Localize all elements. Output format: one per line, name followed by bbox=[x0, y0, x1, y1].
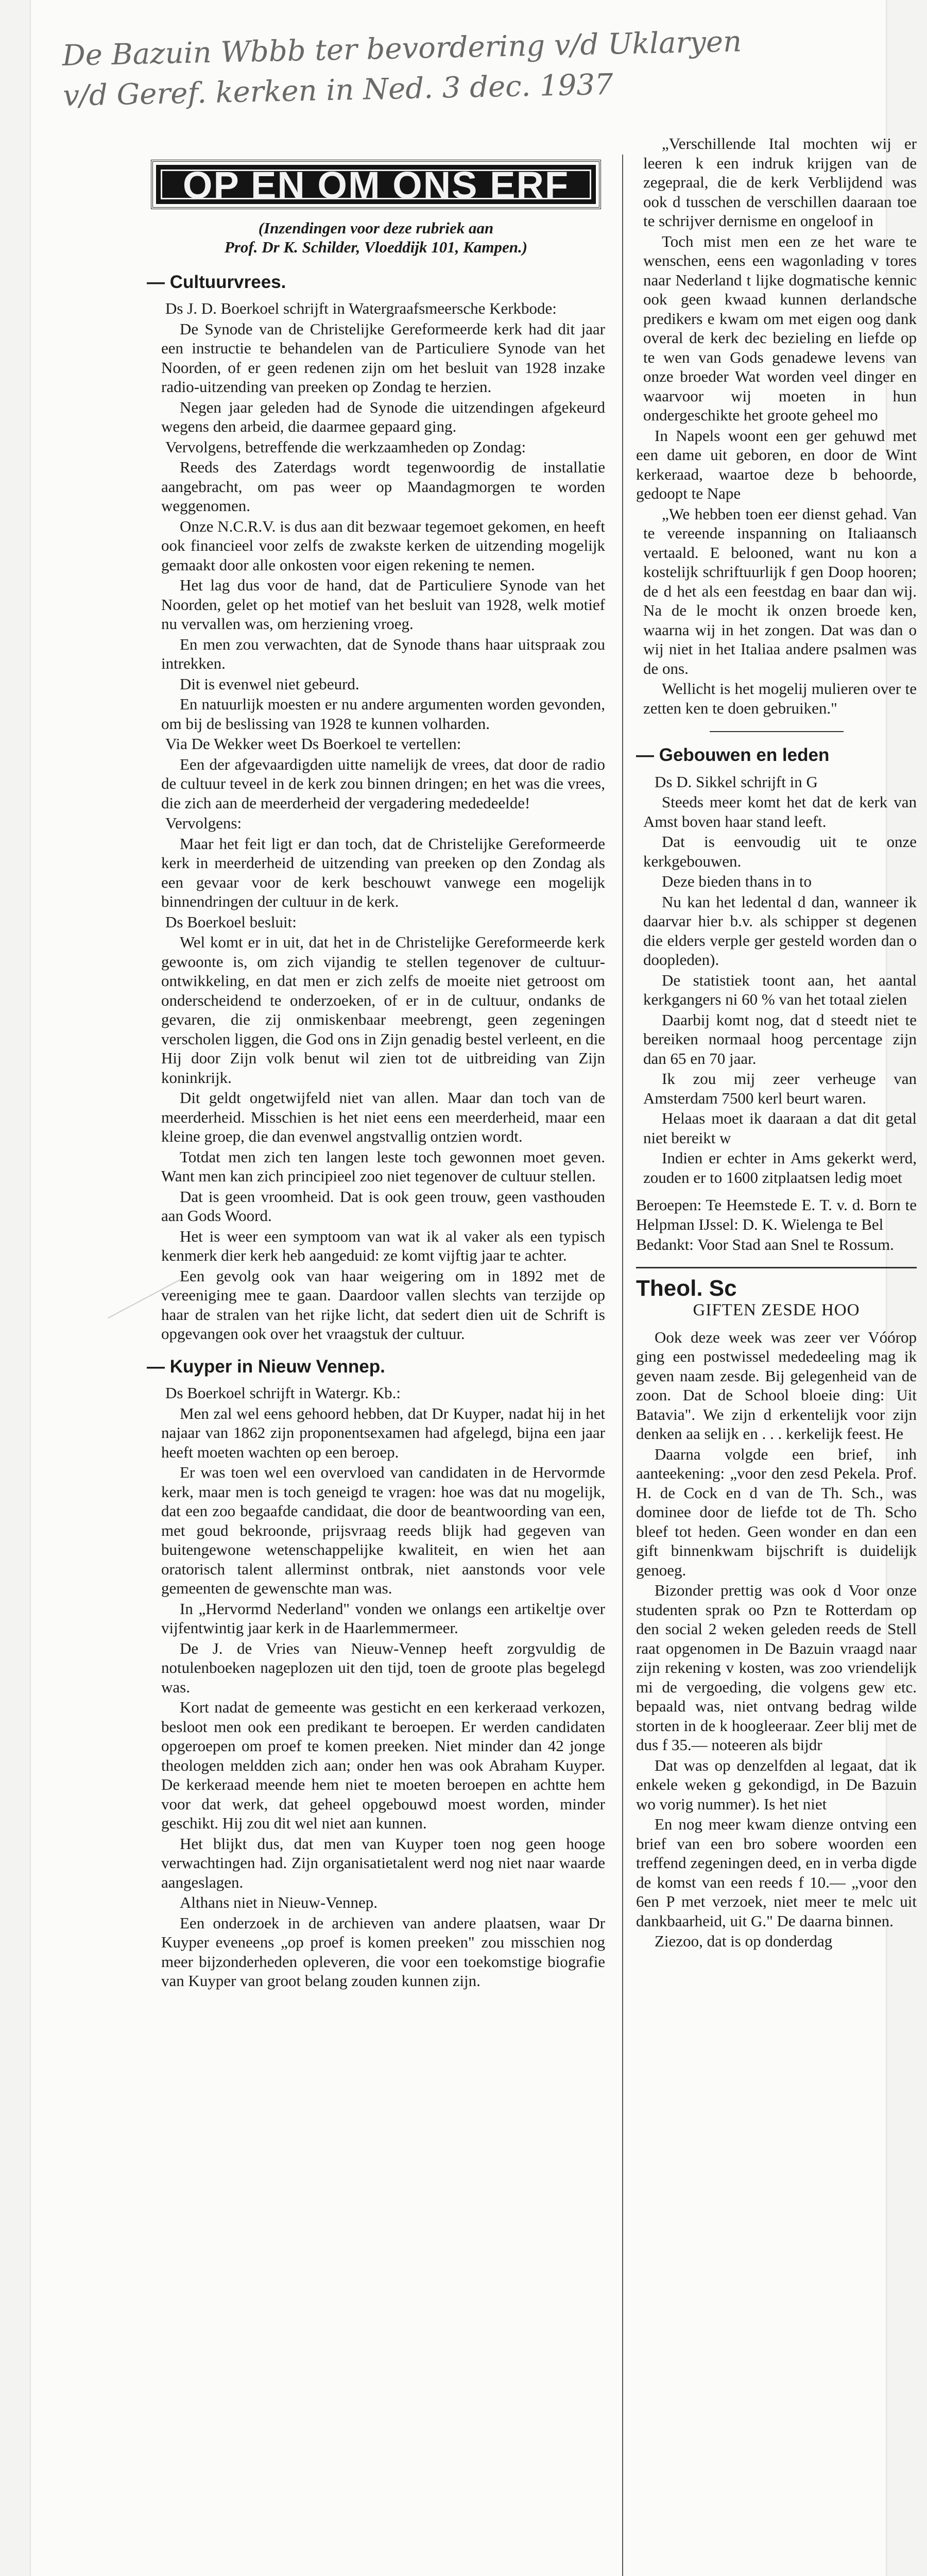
quote-block bbox=[147, 933, 605, 1344]
paragraph: Vervolgens, betreffende die werkzaamheden op Zondag: bbox=[165, 437, 526, 456]
appointments-declined: Bedankt: Voor Stad aan Snel te Rossum. bbox=[636, 1235, 894, 1253]
quote-paragraph: Totdat men zich ten langen leste toch gewonnen moet geven. Want men kan zich principieel zoo niet tegenover de cultuur stellen. bbox=[161, 1147, 605, 1185]
newspaper-clipping bbox=[31, 0, 917, 2576]
quote-paragraph: Deze bieden thans in to bbox=[662, 872, 812, 890]
paragraph: Ook deze week was zeer ver Vóórop ging een postwissel mededeeling mag ik geven naam zesde. Bij gelegenheid van de zoon. Dat de School bloeie ding: Uit Batavia". We zijn d erkentelijk voor zijn denken aa selijk en . . . kerkelijk feest. He bbox=[636, 1328, 917, 1443]
paragraph: Dat was op denzelfden al legaat, dat ik enkele weken g gekondigd, in De Bazuin wo vorig nummer). Is het niet bbox=[636, 1756, 917, 1813]
paragraph: Via De Wekker weet Ds Boerkoel te vertellen: bbox=[165, 735, 461, 753]
quote-paragraph: De Synode van de Christelijke Gereformeerde kerk had dit jaar een instructie te behandelen van de Particuliere Synode van het Noorden, of er geen redenen zijn om het besluit van 1928 inzake radio-uitzending van preeken op Zondag te herzien. bbox=[161, 319, 605, 396]
quote-paragraph: Althans niet in Nieuw-Vennep. bbox=[180, 1893, 377, 1911]
quote-paragraph: En natuurlijk moesten er nu andere argumenten worden gevonden, om bij de beslissing van 1928 te kunnen volharden. bbox=[161, 695, 605, 733]
quote-paragraph: Steeds meer komt het dat de kerk van Amst boven haar stand leeft. bbox=[643, 793, 917, 831]
rubric-intro-line-2: Prof. Dr K. Schilder, Vloeddijk 101, Kampen.) bbox=[224, 238, 528, 256]
right-column bbox=[636, 134, 917, 2576]
paragraph: Ds D. Sikkel schrijft in G bbox=[655, 772, 818, 791]
quote-paragraph: Dit is evenwel niet gebeurd. bbox=[180, 674, 359, 693]
quote-block bbox=[636, 792, 917, 1187]
handwritten-annotation bbox=[62, 21, 810, 116]
quote-paragraph: Negen jaar geleden had de Synode die uitzendingen afgekeurd wegens den arbeid, die daarmee gepaard ging. bbox=[161, 398, 605, 435]
separator-rule bbox=[636, 1267, 917, 1268]
quote-paragraph: „We hebben toen eer dienst gehad. Van te vereende inspanning on Italiaansch vertaald. E belooned, want nu kon a kostelijk schriftuurlijk f gen Doop hooren; de d het als een feestdag en baar dan wij. Na de le mocht ik onzen broede ken, waarna wij in het zongen. Dat was dan o wij niet in het Italiaa andere psalmen was de ons. bbox=[643, 504, 917, 677]
rubric-title: OP EN OM ONS ERF bbox=[156, 165, 596, 204]
rubric-masthead bbox=[151, 160, 601, 209]
section-subheading-giften: GIFTEN ZESDE HOO bbox=[693, 1301, 860, 1319]
section-heading-gebouwen: — Gebouwen en leden bbox=[636, 745, 917, 765]
quote-block bbox=[147, 834, 605, 911]
quote-block bbox=[636, 134, 917, 425]
quote-paragraph: „Verschillende Ital mochten wij er leeren k een indruk krijgen van de zegepraal, die de kerk Verblijdend was ook d tusschen de verschillen daaraan toe te schrijver dernisme en ongeloof in bbox=[643, 134, 917, 230]
paragraph: Ds J. D. Boerkoel schrijft in Watergraafsmeersche Kerkbode: bbox=[165, 299, 557, 317]
paragraph: In Napels woont een ger gehuwd met een dame uit geboren, en door de Wint kerkeraad, waartoe deze b behoorde, gedoopt te Nape bbox=[636, 426, 917, 502]
paragraph: Ds Boerkoel schrijft in Watergr. Kb.: bbox=[165, 1384, 401, 1402]
column-divider bbox=[622, 155, 623, 2576]
quote-paragraph: In „Hervormd Nederland" vonden we onlangs een artikeltje over vijfentwintig jaar kerk in de Haarlemmermeer. bbox=[161, 1599, 605, 1637]
quote-paragraph: Kort nadat de gemeente was gesticht en een kerkeraad verkozen, besloot men ook een predikant te beroepen. Er werden candidaten opgeroepen om proef te komen preeken. Niet minder dan 42 jonge theologen meldden zich aan; onder hen was ook Abraham Kuyper. De kerkeraad meende hem niet te moeten beroepen en achtte hem voor dat werk, dat geheel opgebouwd moest worden, minder geschikt. Hij zou dit wel niet aan kunnen. bbox=[161, 1698, 605, 1832]
quote-paragraph: Een onderzoek in de archieven van andere plaatsen, waar Dr Kuyper eveneens „op proef is komen preeken" zou misschien nog meer bijzonderheden opleveren, die voor een toekomstige biografie van Kuyper van groot belang zouden kunnen zijn. bbox=[161, 1913, 605, 1990]
quote-paragraph: Indien er echter in Ams gekerkt werd, zouden er to 1600 zitplaatsen ledig moet bbox=[643, 1149, 917, 1187]
quote-paragraph: De J. de Vries van Nieuw-Vennep heeft zorgvuldig de notulenboeken nageplozen uit den tijd, toen de groote plas begelegd was. bbox=[161, 1639, 605, 1696]
paragraph: En nog meer kwam dienze ontving een brief van een bro sobere woorden een treffend zegeningen deed, en in verba digde de komst van een reeds f 10.— „voor den 6en P met verzoek, niet meer te melc uit dankbaarheid, uit G." De daarna binnen. bbox=[636, 1815, 917, 1930]
quote-paragraph: Dit geldt ongetwijfeld niet van allen. Maar dan toch van de meerderheid. Misschien is het niet eens een meerderheid, maar een kleine groep, die dan evenwel angstvallig ontzien wordt. bbox=[161, 1089, 605, 1145]
quote-block bbox=[147, 457, 605, 733]
quote-paragraph: Een der afgevaardigden uitte namelijk de vrees, dat door de radio de cultuur teveel in de kerk zou binnen dringen; en het was die vrees, die zich aan de meerderheid der vergadering mededeelde! bbox=[161, 755, 605, 812]
left-column bbox=[147, 134, 605, 2576]
quote-paragraph: Een gevolg ook van haar weigering om in 1892 met de vereeniging mee te gaan. Daardoor vallen slechts van terzijde op haar de stralen van het rijke licht, dat sedert dien uit de Schrift is opgevangen ook over het vraagstuk der cultuur. bbox=[161, 1266, 605, 1343]
appointments-called: Beroepen: Te Heemstede E. T. v. d. Born te Helpman IJssel: D. K. Wielenga te Bel bbox=[636, 1196, 917, 1233]
quote-paragraph: De statistiek toont aan, het aantal kerkgangers ni 60 % van het totaal zielen bbox=[643, 971, 917, 1008]
quote-paragraph: Wellicht is het mogelij mulieren over te zetten ken te doen gebruiken." bbox=[643, 680, 917, 717]
section-heading-kuyper: — Kuyper in Nieuw Vennep. bbox=[147, 1357, 605, 1377]
quote-paragraph: Er was toen wel een overvloed van candidaten in de Hervormde kerk, maar men is toch geneigd te vragen: hoe was dat nu mogelijk, dat een zoo begaafde candidaat, die door de beantwoording van een, met goud bekroonde, prijsvraag reeds blijk had gegeven van buitengewone wetenschappelijke kwaliteit, en wien het aan oratorisch talent allerminst ontbrak, niet aanstonds voor vele gemeenten de gewenschte man was. bbox=[161, 1463, 605, 1597]
quote-paragraph: Toch mist men een ze het ware te wenschen, eens een wagonlading v tores naar Nederland t lijke dogmatische kennic ook geen kwaad kunnen derlandsche predikers e kwam om met eigen oog dank overal de kerk dec bezieling en liefde op te wen van Gods genadewe levens van onze broeder Wat worden veel dinger en waarvoor wij moeten in hun ondergeschikte het groote geheel mo bbox=[643, 232, 917, 424]
section-heading-theol-school: Theol. Sc bbox=[636, 1275, 737, 1301]
quote-block bbox=[147, 755, 605, 813]
section-heading-cultuurvrees: — Cultuurvrees. bbox=[147, 273, 605, 292]
quote-block bbox=[147, 319, 605, 436]
paragraph: Daarna volgde een brief, inh aanteekening: „voor den zesd Pekela. Prof. H. de Cock en d van de Th. Sch., was dominee door de liefde tot de Th. Scho bleef tot heden. Geen wonder en dan een gift binnenkwam bijschrift is duidelijk genoeg. bbox=[636, 1445, 917, 1579]
quote-paragraph: Daarbij komt nog, dat d steedt niet te bereiken normaal hoog percentage zijn dan 65 en 70 jaar. bbox=[643, 1010, 917, 1067]
paragraph: Bizonder prettig was ook d Voor onze studenten sprak oo Pzn te Rotterdam op den social 2 weken geleden reeds de Stell raat opgenomen in De Bazuin vraagd naar zijn rekening v kosten, was zoo vriendelijk mi de vergoeding, die volgens gew etc. bepaald was, niet ontvang bedrag wilde storten in de k hoogleeraar. Zeer blij met de dus f 35.— noteeren als bijdr bbox=[636, 1581, 917, 1754]
quote-paragraph: Reeds des Zaterdags wordt tegenwoordig de installatie aangebracht, om pas weer op Maandagmorgen te worden weggenomen. bbox=[161, 458, 605, 515]
rubric-intro bbox=[147, 218, 605, 257]
quote-paragraph: Het is weer een symptoom van wat ik al vaker als een typisch kenmerk dier kerk heb aangeduid: ze komt vijftig jaar te achter. bbox=[161, 1227, 605, 1264]
quote-paragraph: Het lag dus voor de hand, dat de Particuliere Synode van het Noorden, gelet op het motief van het besluit van 1928, welk motief nu vervallen was, om herziening vroeg. bbox=[161, 576, 605, 633]
quote-paragraph: Men zal wel eens gehoord hebben, dat Dr Kuyper, nadat hij in het najaar van 1862 zijn proponentsexamen had afgelegd, bijna een jaar heeft moeten wachten op een beroep. bbox=[161, 1404, 605, 1461]
paragraph: Ds Boerkoel besluit: bbox=[165, 912, 297, 931]
handwritten-line-2: v/d Geref. kerken in Ned. 3 dec. 1937 bbox=[62, 67, 614, 113]
quote-paragraph: Onze N.C.R.V. is dus aan dit bezwaar tegemoet gekomen, en heeft ook financieel voor zelfs de zwakste kerken de uitzending mogelijk gemaakt door alle onkosten voor eigen rekening te nemen. bbox=[161, 517, 605, 574]
quote-paragraph: Helaas moet ik daaraan a dat dit getal niet bereikt w bbox=[643, 1109, 917, 1147]
appointments-block bbox=[636, 1195, 917, 1255]
quote-paragraph: Dat is geen vroomheid. Dat is ook geen trouw, geen vasthouden aan Gods Woord. bbox=[161, 1187, 605, 1225]
quote-paragraph: Dat is eenvoudig uit te onze kerkgebouwen. bbox=[643, 833, 917, 870]
rubric-intro-line-1: (Inzendingen voor deze rubriek aan bbox=[258, 218, 494, 237]
separator-rule bbox=[710, 731, 844, 732]
quote-paragraph: Ik zou mij zeer verheuge van Amsterdam 7500 kerl beurt waren. bbox=[643, 1070, 917, 1107]
quote-block bbox=[636, 504, 917, 718]
quote-paragraph: Maar het feit ligt er dan toch, dat de Christelijke Gereformeerde kerk in meerderheid de uitzending van preeken op den Zondag als een gevaar voor de kerk beschouwt vanwege een mogelijk binnendringen der cultuur in de kerk. bbox=[161, 834, 605, 910]
handwritten-line-1: De Bazuin Wbbb ter bevordering v/d Uklaryen bbox=[62, 25, 742, 73]
paragraph: Ziezoo, dat is op donderdag bbox=[655, 1932, 833, 1950]
paragraph: Vervolgens: bbox=[165, 814, 242, 832]
quote-paragraph: En men zou verwachten, dat de Synode thans haar uitspraak zou intrekken. bbox=[161, 635, 605, 672]
quote-paragraph: Het blijkt dus, dat men van Kuyper toen nog geen hooge verwachtingen had. Zijn organisatietalent werd nog niet naar waarde aangeslagen. bbox=[161, 1834, 605, 1891]
quote-block bbox=[147, 1404, 605, 1991]
quote-paragraph: Nu kan het ledental d dan, wanneer ik daarvar hier b.v. als schipper st degenen die elders verple ger gesteld worden dan o doopleden). bbox=[643, 892, 917, 969]
quote-paragraph: Wel komt er in uit, dat het in de Christelijke Gereformeerde kerk gewoonte is, om zich vijandig te stellen tegenover de cultuur-ontwikkeling, en dat men er zich zelfs de moeite niet getroost om onderscheidend te onderzoeken, of er in de cultuur, ondanks de gevaren, die zij onmiskenbaar meebrengt, geen zegeningen verscholen liggen, die God ons in Zijn genadig bestel verleent, en die Hij door Zijn volk benut wil zien tot de uitbreiding van Zijn koninkrijk. bbox=[161, 933, 605, 1087]
